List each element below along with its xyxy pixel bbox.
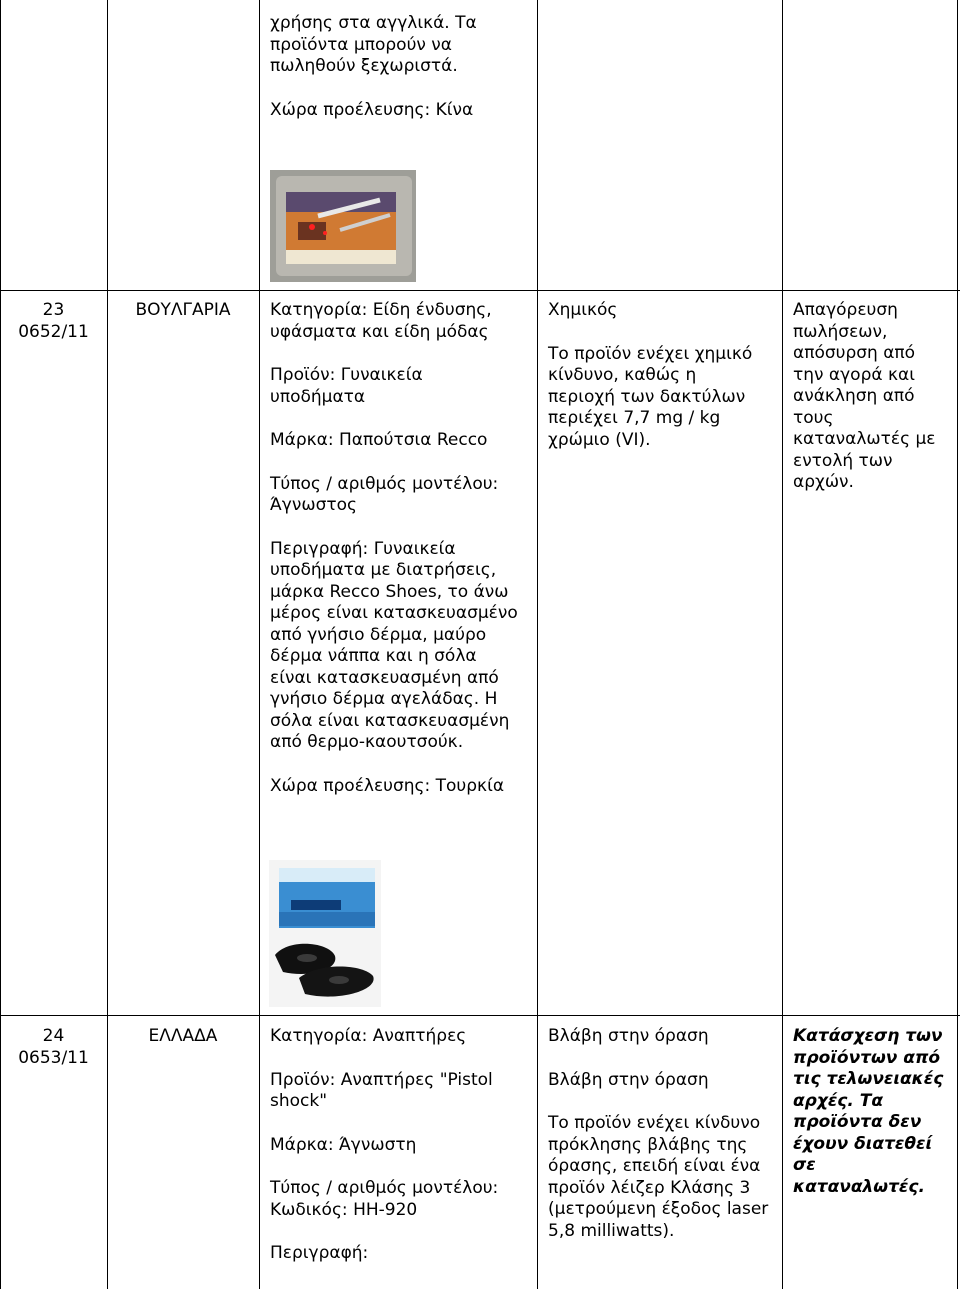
product-description: Περιγραφή: bbox=[270, 1243, 369, 1263]
row-24-product-cell bbox=[270, 1026, 532, 1265]
row-24-measures-cell bbox=[793, 1026, 953, 1198]
product-model: Τύπος / αριθμός μοντέλου: Κωδικός: HH-920 bbox=[270, 1178, 499, 1220]
row-23-measures-cell bbox=[793, 300, 953, 494]
shoes-product-photo bbox=[269, 860, 381, 1007]
row-divider bbox=[0, 1015, 960, 1016]
row-number: 23 bbox=[42, 300, 65, 320]
row-code: 0652/11 bbox=[18, 321, 89, 342]
row-divider bbox=[0, 290, 960, 291]
row-23-risk-cell bbox=[548, 300, 776, 451]
row-23-product-cell bbox=[270, 300, 532, 797]
risk-description: Το προϊόν ενέχει κίνδυνο πρόκλησης βλάβης της όρασης, επειδή είναι ένα προϊόν λέιζερ Κλάσης 3 (μετρούμενη έξοδος laser 5,8 milliwatts). bbox=[548, 1113, 769, 1241]
row-23-country-cell bbox=[107, 300, 259, 322]
risk-type: Χημικός bbox=[548, 300, 618, 320]
product-model: Τύπος / αριθμός μοντέλου: Άγνωστος bbox=[270, 473, 499, 515]
continuation-description: χρήσης στα αγγλικά. Τα προϊόντα μπορούν να πωληθούν ξεχωριστά. bbox=[270, 13, 477, 76]
continuation-cell bbox=[270, 13, 530, 121]
product-brand: Μάρκα: Άγνωστη bbox=[270, 1134, 417, 1155]
column-divider bbox=[782, 0, 783, 1289]
row-23-number-cell bbox=[0, 300, 107, 343]
table-border-right bbox=[957, 0, 958, 1289]
product-brand: Μάρκα: Παπούτσια Recco bbox=[270, 430, 488, 450]
column-divider bbox=[107, 0, 108, 1289]
continuation-origin: Χώρα προέλευσης: Κίνα bbox=[270, 99, 474, 120]
product-category: Κατηγορία: Είδη ένδυσης, υφάσματα και είδη μόδας bbox=[270, 300, 492, 342]
measures-taken: Απαγόρευση πωλήσεων, απόσυρση από την αγορά και ανάκληση από τους καταναλωτές με εντολή των αρχών. bbox=[793, 300, 936, 492]
product-name: Προϊόν: Αναπτήρες "Pistol shock" bbox=[270, 1069, 493, 1111]
column-divider bbox=[259, 0, 260, 1289]
laser-product-photo bbox=[270, 170, 416, 282]
row-number: 24 bbox=[42, 1026, 65, 1046]
product-description: Περιγραφή: Γυναικεία υποδήματα με διατρήσεις, μάρκα Recco Shoes, το άνω μέρος είναι κατασκευασμένο από γνήσιο δέρμα, μαύρο δέρμα νάππα και η σόλα είναι κατασκευασμένη από γνήσιο δέρμα αγελάδας. Η σόλα είναι κατασκευασμένη από θερμο-καουτσούκ. bbox=[270, 538, 518, 752]
row-24-risk-cell bbox=[548, 1026, 776, 1242]
measures-taken: Κατάσχεση των προϊόντων από τις τελωνειακές αρχές. Τα προϊόντα δεν έχουν διατεθεί σε καταναλωτές. bbox=[793, 1026, 944, 1197]
row-country: ΒΟΥΛΓΑΡΙΑ bbox=[135, 300, 231, 320]
product-category: Κατηγορία: Αναπτήρες bbox=[270, 1026, 467, 1046]
row-country: ΕΛΛΑΔΑ bbox=[148, 1026, 218, 1046]
product-origin: Χώρα προέλευσης: Τουρκία bbox=[270, 775, 505, 796]
risk-type: Βλάβη στην όραση bbox=[548, 1026, 709, 1046]
row-24-country-cell bbox=[107, 1026, 259, 1048]
column-divider bbox=[537, 0, 538, 1289]
risk-type-secondary: Βλάβη στην όραση bbox=[548, 1069, 709, 1090]
table-border-left bbox=[0, 0, 1, 1289]
product-name: Προϊόν: Γυναικεία υποδήματα bbox=[270, 365, 423, 407]
risk-description: Το προϊόν ενέχει χημικό κίνδυνο, καθώς η περιοχή των δακτύλων περιέχει 7,7 mg / kg χρώμιο (VI). bbox=[548, 343, 753, 450]
row-code: 0653/11 bbox=[18, 1047, 89, 1068]
row-24-number-cell bbox=[0, 1026, 107, 1069]
